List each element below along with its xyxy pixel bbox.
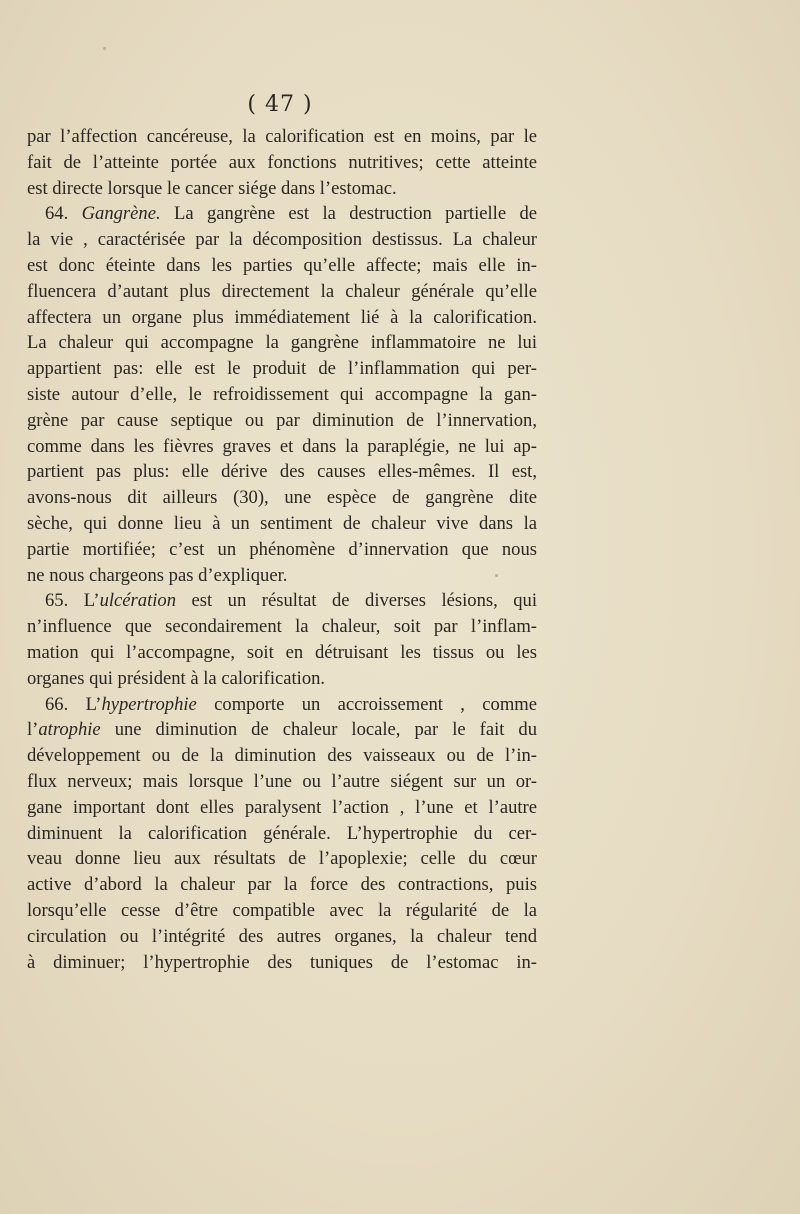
page-number: ( 47 ) bbox=[247, 92, 313, 117]
text-segment: est un résultat de diverses lésions, qui bbox=[176, 590, 538, 612]
text-segment: siste autour d’elle, le refroidissement qui accompagne la gan- bbox=[27, 383, 537, 405]
text-segment: appartient pas: elle est le produit de l’inflammation qui per- bbox=[27, 358, 537, 380]
text-line bbox=[27, 201, 537, 227]
paper-speck bbox=[495, 574, 498, 577]
text-segment: sèche, qui donne lieu à un sentiment de chaleur vive dans la bbox=[27, 512, 537, 534]
italic-term: Gangrène. bbox=[81, 203, 161, 225]
text-line bbox=[27, 176, 537, 202]
text-line bbox=[27, 382, 537, 408]
paper-speck bbox=[103, 47, 106, 50]
text-segment: 64. bbox=[45, 203, 82, 225]
text-line bbox=[27, 898, 537, 924]
text-line bbox=[27, 434, 537, 460]
text-line bbox=[27, 511, 537, 537]
text-line bbox=[27, 821, 537, 847]
text-segment: n’influence que secondairement la chaleur, soit par l’inflam- bbox=[27, 616, 537, 638]
text-segment: est donc éteinte dans les parties qu’elle affecte; mais elle in- bbox=[27, 254, 537, 276]
text-segment: à diminuer; l’hypertrophie des tuniques de l’estomac in- bbox=[27, 951, 537, 973]
text-segment: active d’abord la chaleur par la force des contractions, puis bbox=[27, 874, 537, 896]
text-line bbox=[27, 769, 537, 795]
text-line bbox=[27, 614, 537, 640]
text-line bbox=[27, 717, 537, 743]
text-line bbox=[27, 563, 537, 589]
text-segment: grène par cause septique ou par diminution de l’innervation, bbox=[27, 409, 537, 431]
text-segment: ne nous chargeons pas d’expliquer. bbox=[27, 564, 288, 586]
text-segment: organes qui président à la calorification. bbox=[27, 667, 326, 689]
text-line bbox=[27, 485, 537, 511]
text-segment: lorsqu’elle cesse d’être compatible avec la régularité de la bbox=[27, 899, 537, 921]
text-line bbox=[27, 305, 537, 331]
text-segment: fluencera d’autant plus directement la chaleur générale qu’elle bbox=[27, 280, 537, 302]
italic-term: ulcération bbox=[99, 590, 177, 612]
text-segment: mation qui l’accompagne, soit en détruisant les tissus ou les bbox=[27, 641, 537, 663]
text-segment: La gangrène est la destruction partielle de bbox=[160, 203, 538, 225]
text-line bbox=[27, 459, 537, 485]
text-line bbox=[27, 924, 537, 950]
text-segment: gane important dont elles paralysent l’action , l’une et l’autre bbox=[27, 796, 537, 818]
text-line bbox=[27, 227, 537, 253]
text-segment: avons-nous dit ailleurs (30), une espèce de gangrène dite bbox=[27, 487, 537, 509]
text-segment: l’ bbox=[27, 719, 39, 741]
text-segment: La chaleur qui accompagne la gangrène inflammatoire ne lui bbox=[27, 332, 537, 354]
text-segment: partient pas plus: elle dérive des causes elles-mêmes. Il est, bbox=[27, 461, 537, 483]
text-line bbox=[27, 640, 537, 666]
text-line bbox=[27, 666, 537, 692]
text-line bbox=[27, 150, 537, 176]
text-segment: 65. L’ bbox=[45, 590, 100, 612]
text-line bbox=[27, 537, 537, 563]
text-segment: comporte un accroissement , comme bbox=[196, 693, 538, 715]
italic-term: atrophie bbox=[38, 719, 101, 741]
text-line bbox=[27, 124, 537, 150]
text-segment: une diminution de chaleur locale, par le fait du bbox=[100, 719, 537, 741]
text-segment: fait de l’atteinte portée aux fonctions nutritives; cette atteinte bbox=[27, 151, 537, 173]
text-segment: flux nerveux; mais lorsque l’une ou l’autre siégent sur un or- bbox=[27, 770, 537, 792]
body-text bbox=[27, 124, 537, 975]
text-line bbox=[27, 795, 537, 821]
text-segment: diminuent la calorification générale. L’hypertrophie du cer- bbox=[27, 822, 537, 844]
text-line bbox=[27, 356, 537, 382]
text-segment: circulation ou l’intégrité des autres organes, la chaleur tend bbox=[27, 925, 537, 947]
text-segment: la vie , caractérisée par la décomposition destissus. La chaleur bbox=[27, 229, 537, 251]
text-segment: veau donne lieu aux résultats de l’apoplexie; celle du cœur bbox=[27, 848, 537, 870]
text-line bbox=[27, 408, 537, 434]
text-segment: développement ou de la diminution des vaisseaux ou de l’in- bbox=[27, 745, 537, 767]
text-segment: par l’affection cancéreuse, la calorification est en moins, par le bbox=[27, 126, 537, 147]
text-line bbox=[27, 330, 537, 356]
text-line bbox=[27, 279, 537, 305]
text-segment: est directe lorsque le cancer siége dans l’estomac. bbox=[27, 177, 397, 199]
text-line bbox=[27, 872, 537, 898]
text-line bbox=[27, 846, 537, 872]
text-segment: partie mortifiée; c’est un phénomène d’innervation que nous bbox=[27, 538, 537, 560]
text-line bbox=[27, 950, 537, 976]
text-line bbox=[27, 253, 537, 279]
italic-term: hypertrophie bbox=[101, 693, 197, 715]
text-line bbox=[27, 692, 537, 718]
text-line bbox=[27, 588, 537, 614]
text-line bbox=[27, 743, 537, 769]
text-segment: affectera un organe plus immédiatement lié à la calorification. bbox=[27, 306, 537, 328]
text-segment: 66. L’ bbox=[45, 693, 102, 715]
text-segment: comme dans les fièvres graves et dans la paraplégie, ne lui ap- bbox=[27, 435, 537, 457]
